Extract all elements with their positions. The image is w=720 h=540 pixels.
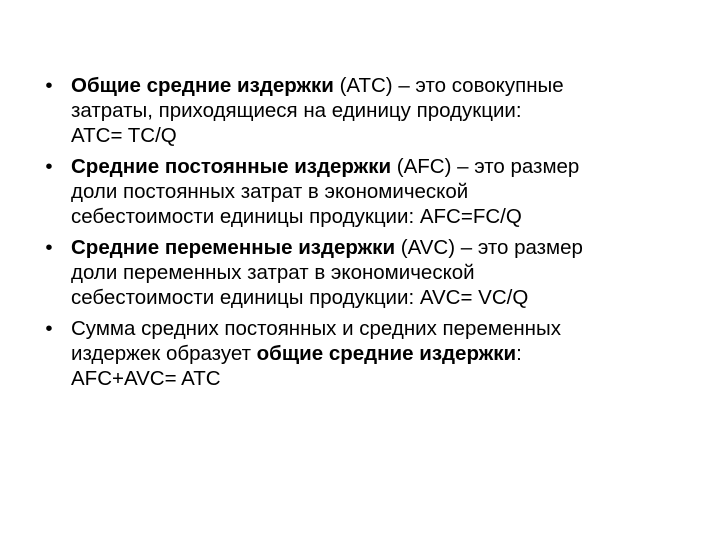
bullet-line xyxy=(71,154,682,179)
bullet-item-atc xyxy=(42,73,682,148)
formula-afc: себестоимости единицы продукции: AFC=FC/Q xyxy=(71,205,522,228)
bullet-line: Сумма средних постоянных и средних переменных xyxy=(71,317,561,340)
term-afc: Средние постоянные издержки xyxy=(71,155,392,178)
definition-text: (AVC) – это размер xyxy=(395,236,583,259)
formula-atc: ATC= TC/Q xyxy=(71,124,177,147)
formula-sum: AFC+AVC= ATC xyxy=(71,367,221,390)
bullet-line: затраты, приходящиеся на единицу продукции: xyxy=(71,99,522,122)
formula-avc: себестоимости единицы продукции: AVC= VC/Q xyxy=(71,286,529,309)
bullet-line xyxy=(71,341,682,366)
term-total-average: общие средние издержки xyxy=(256,342,517,365)
bullet-line: доли постоянных затрат в экономической xyxy=(71,180,469,203)
bullet-line xyxy=(71,235,682,260)
bullet-item-afc xyxy=(42,154,682,229)
bullet-item-avc xyxy=(42,235,682,310)
bullet-line xyxy=(71,73,682,98)
definition-text: (AFC) – это размер xyxy=(391,155,580,178)
term-atc: Общие средние издержки xyxy=(71,74,334,97)
sum-text-before: издержек образует xyxy=(71,342,257,365)
bullet-icon: • xyxy=(45,155,53,178)
bullet-icon: • xyxy=(45,317,53,340)
bullet-list xyxy=(42,73,682,397)
sum-colon: : xyxy=(516,342,522,365)
bullet-icon: • xyxy=(45,236,53,259)
definition-text: (АТС) – это совокупные xyxy=(333,74,564,97)
bullet-icon: • xyxy=(45,74,53,97)
bullet-line: доли переменных затрат в экономической xyxy=(71,261,475,284)
term-avc: Средние переменные издержки xyxy=(71,236,396,259)
bullet-item-sum xyxy=(42,316,682,391)
